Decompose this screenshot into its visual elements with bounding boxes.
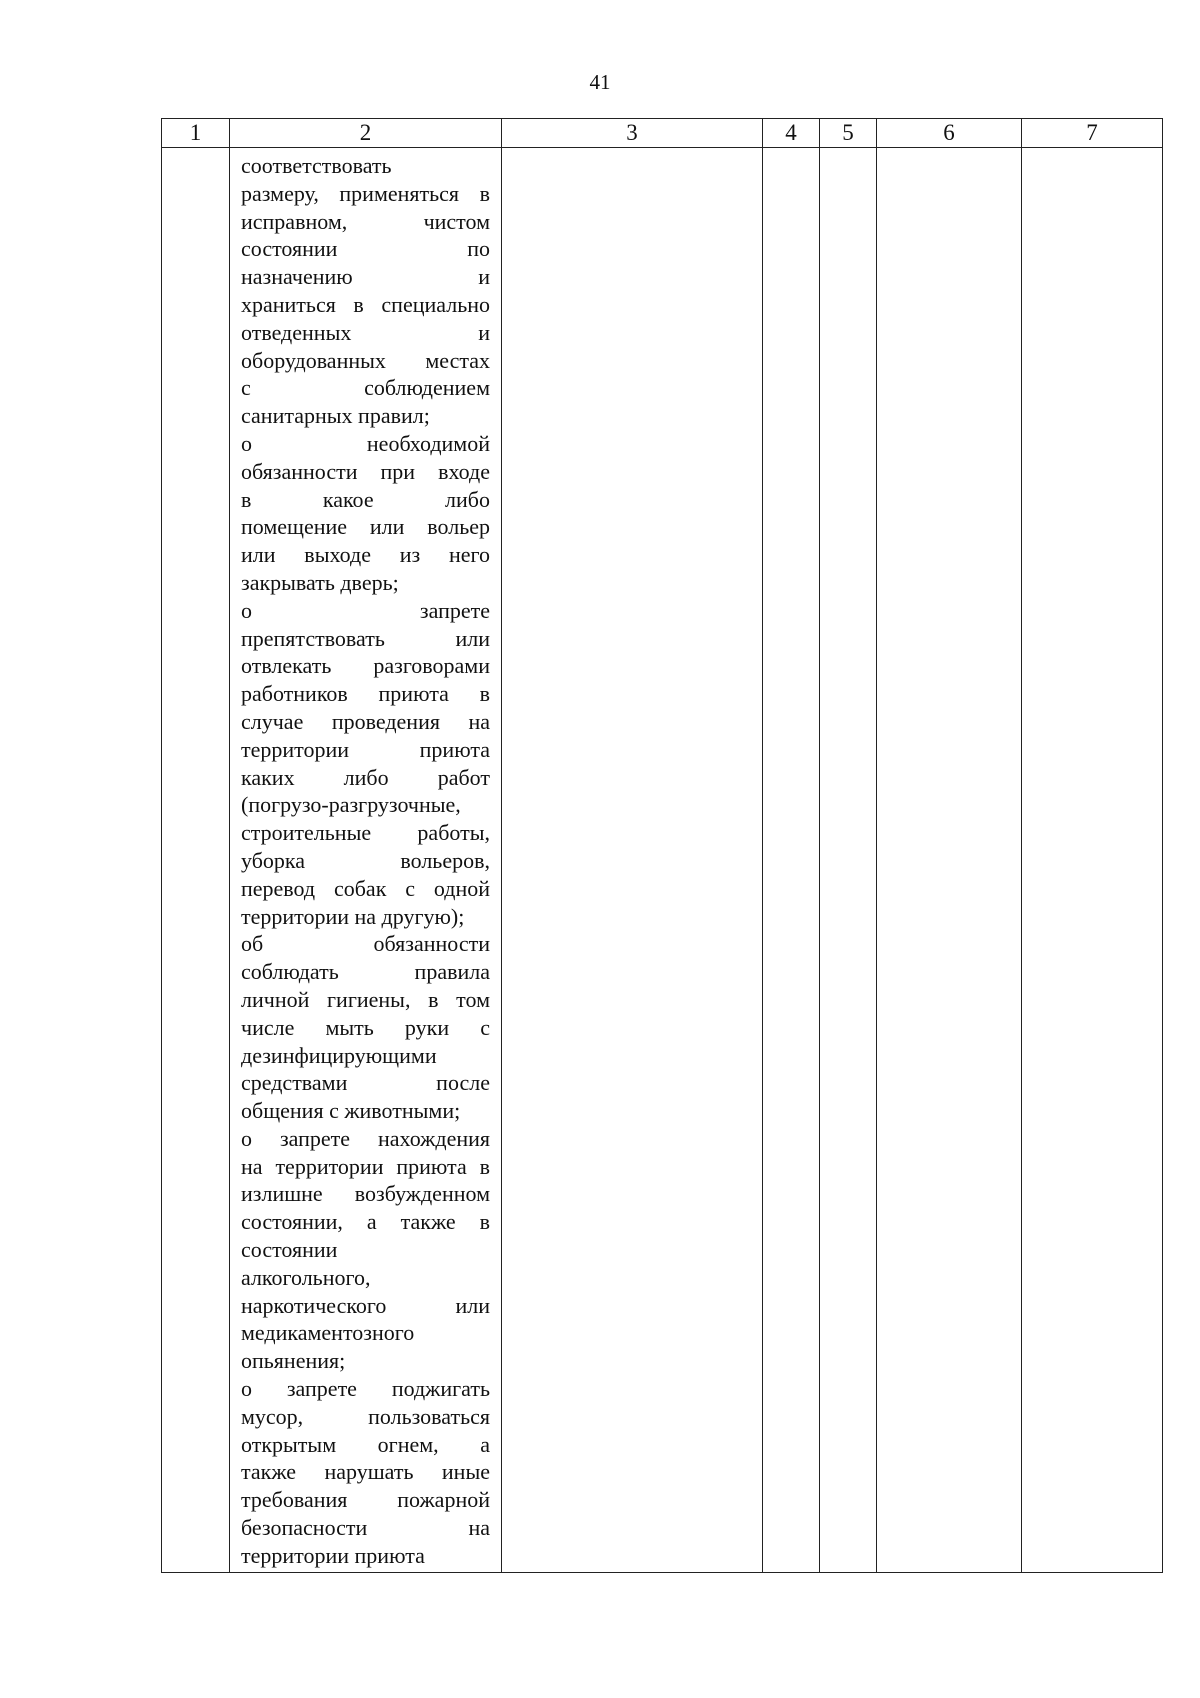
text-line: оборудованных местах: [241, 347, 490, 373]
text-line: состоянии, а также в: [241, 1209, 490, 1235]
text-line: медикаментозного: [241, 1320, 415, 1346]
text-line: или выходе из него: [241, 542, 490, 568]
cell-col-2: [230, 148, 502, 1573]
text-line: препятствовать или: [241, 625, 490, 651]
text-line: помещение или вольер: [241, 514, 490, 540]
text-line: работников приюта в: [241, 681, 490, 707]
text-line: размеру, применяться в: [241, 180, 490, 206]
text-line: наркотического или: [241, 1292, 490, 1318]
text-line: алкогольного,: [241, 1264, 371, 1290]
text-line: личной гигиены, в том: [241, 986, 490, 1012]
text-line: с соблюдением: [241, 375, 490, 401]
text-line: отведенных и: [241, 319, 490, 345]
text-line: мусор, пользоваться: [241, 1403, 490, 1429]
text-line: общения с животными;: [241, 1098, 461, 1124]
text-line: безопасности на: [241, 1515, 490, 1541]
text-line: числе мыть руки с: [241, 1014, 490, 1040]
column-header-4: 4: [763, 119, 820, 148]
cell-col-7: [1022, 148, 1163, 1573]
column-header-5: 5: [820, 119, 877, 148]
column-header-1: 1: [162, 119, 230, 148]
text-line: каких либо работ: [241, 764, 490, 790]
cell-col-6: [877, 148, 1022, 1573]
text-line: санитарных правил;: [241, 403, 430, 429]
text-line: исправном, чистом: [241, 208, 490, 234]
text-line: на территории приюта в: [241, 1153, 490, 1179]
text-line: отвлекать разговорами: [241, 653, 490, 679]
text-line: территории на другую);: [241, 903, 465, 929]
text-line: требования пожарной: [241, 1487, 490, 1513]
text-line: также нарушать иные: [241, 1459, 490, 1485]
cell-col-3: [502, 148, 763, 1573]
text-line: излишне возбужденном: [241, 1181, 490, 1207]
page-number: 41: [589, 70, 611, 94]
text-line: открытым огнем, а: [241, 1431, 490, 1457]
text-line: закрывать дверь;: [241, 569, 399, 595]
text-line: храниться в специально: [241, 291, 490, 317]
requirements-text: [230, 148, 501, 1570]
text-line: о необходимой: [241, 430, 490, 456]
column-header-6: 6: [877, 119, 1022, 148]
text-line: опьянения;: [241, 1348, 346, 1374]
text-line: об обязанности: [241, 931, 490, 957]
cell-col-1: [162, 148, 230, 1573]
cell-col-5: [820, 148, 877, 1573]
text-line: о запрете: [241, 597, 490, 623]
text-line: территории приюта: [241, 736, 490, 762]
column-header-3: 3: [502, 119, 763, 148]
text-line: соответствовать: [241, 153, 392, 178]
text-line: в какое либо: [241, 486, 490, 512]
cell-col-4: [763, 148, 820, 1573]
text-line: о запрете нахождения: [241, 1125, 490, 1151]
column-header-2: 2: [230, 119, 502, 148]
text-line: обязанности при входе: [241, 458, 490, 484]
text-line: уборка вольеров,: [241, 847, 490, 873]
text-line: территории приюта: [241, 1542, 425, 1568]
column-header-7: 7: [1022, 119, 1163, 148]
table-header-row: [162, 119, 1163, 148]
text-line: назначению и: [241, 264, 490, 290]
text-line: состоянии по: [241, 236, 490, 262]
requirements-table: [161, 118, 1163, 1573]
text-line: строительные работы,: [241, 820, 490, 846]
text-line: дезинфицирующими: [241, 1042, 437, 1068]
text-line: случае проведения на: [241, 708, 490, 734]
text-line: средствами после: [241, 1070, 490, 1096]
text-line: соблюдать правила: [241, 959, 490, 985]
text-line: состоянии: [241, 1237, 338, 1263]
text-line: (погрузо-разгрузочные,: [241, 792, 461, 818]
table-row: [162, 148, 1163, 1573]
text-line: перевод собак с одной: [241, 875, 490, 901]
text-line: о запрете поджигать: [241, 1376, 490, 1402]
